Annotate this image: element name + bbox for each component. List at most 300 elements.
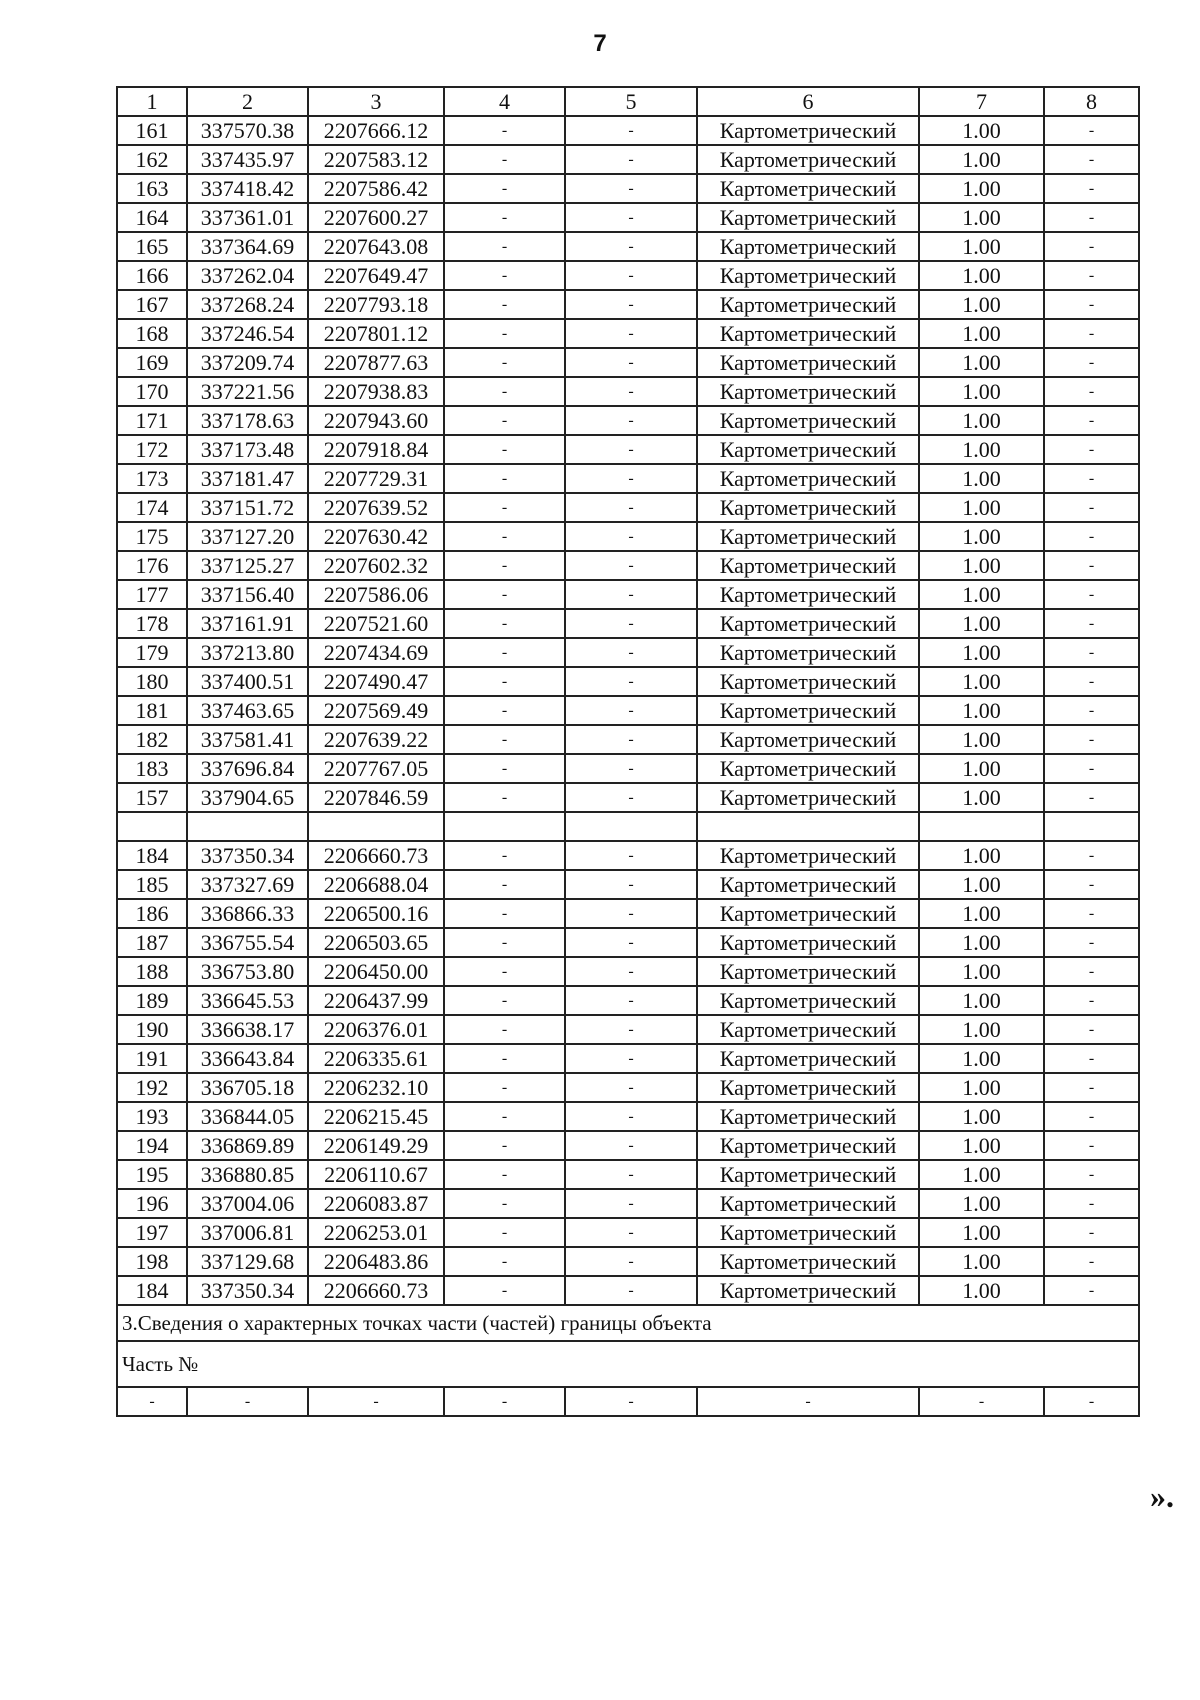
table-cell: 337268.24 <box>187 290 308 319</box>
table-cell: - <box>1044 145 1139 174</box>
table-row <box>117 1247 1139 1276</box>
table-cell: - <box>565 174 697 203</box>
table-cell: Картометрический <box>697 232 919 261</box>
table-row <box>117 725 1139 754</box>
table-cell: 337156.40 <box>187 580 308 609</box>
table-cell: 337418.42 <box>187 174 308 203</box>
table-cell: 1.00 <box>919 551 1044 580</box>
table-cell: 1.00 <box>919 435 1044 464</box>
table-cell: 192 <box>117 1073 187 1102</box>
table-cell: - <box>565 957 697 986</box>
table-cell: 1.00 <box>919 493 1044 522</box>
table-cell: 2207938.83 <box>308 377 444 406</box>
table-cell: 337400.51 <box>187 667 308 696</box>
table-cell: 2207639.22 <box>308 725 444 754</box>
table-cell: 2207729.31 <box>308 464 444 493</box>
table-cell: - <box>444 1189 565 1218</box>
table-cell: - <box>444 841 565 870</box>
table-cell: 1.00 <box>919 290 1044 319</box>
table-cell: 188 <box>117 957 187 986</box>
table-cell: - <box>565 841 697 870</box>
table-cell: 1.00 <box>919 957 1044 986</box>
table-cell: 1.00 <box>919 261 1044 290</box>
table-row <box>117 754 1139 783</box>
table-row <box>117 667 1139 696</box>
table-cell: 177 <box>117 580 187 609</box>
table-cell: 1.00 <box>919 522 1044 551</box>
table-cell: 198 <box>117 1247 187 1276</box>
table-cell: 191 <box>117 1044 187 1073</box>
closing-quote: ». <box>1150 1478 1174 1514</box>
table-cell: - <box>565 783 697 812</box>
table-cell: 1.00 <box>919 406 1044 435</box>
table-cell: - <box>565 1044 697 1073</box>
blank-cell <box>444 812 565 841</box>
table-cell: - <box>187 1387 308 1416</box>
table-cell: Картометрический <box>697 870 919 899</box>
table-cell: - <box>1044 290 1139 319</box>
table-cell: Картометрический <box>697 551 919 580</box>
table-cell: Картометрический <box>697 1131 919 1160</box>
table-cell: - <box>1044 986 1139 1015</box>
table-cell: - <box>1044 783 1139 812</box>
table-row <box>117 232 1139 261</box>
table-row <box>117 899 1139 928</box>
table-cell: 337364.69 <box>187 232 308 261</box>
table-cell: 337581.41 <box>187 725 308 754</box>
blank-cell <box>565 812 697 841</box>
table-cell: 337361.01 <box>187 203 308 232</box>
table-cell: - <box>1044 1218 1139 1247</box>
table-cell: 337350.34 <box>187 1276 308 1305</box>
table-cell: Картометрический <box>697 928 919 957</box>
table-cell: - <box>565 1247 697 1276</box>
table-cell: - <box>444 551 565 580</box>
table-cell: - <box>565 609 697 638</box>
table-cell: 337125.27 <box>187 551 308 580</box>
table-cell: - <box>919 1387 1044 1416</box>
table-cell: 166 <box>117 261 187 290</box>
table-row <box>117 290 1139 319</box>
table-cell: - <box>444 1218 565 1247</box>
table-cell: - <box>1044 899 1139 928</box>
table-cell: 1.00 <box>919 841 1044 870</box>
table-cell: 1.00 <box>919 464 1044 493</box>
header-cell: 8 <box>1044 87 1139 116</box>
table-cell: 337696.84 <box>187 754 308 783</box>
header-row <box>117 87 1139 116</box>
table-cell: - <box>444 1247 565 1276</box>
table-cell: - <box>444 1387 565 1416</box>
table-cell: 336645.53 <box>187 986 308 1015</box>
table-cell: 176 <box>117 551 187 580</box>
table-row <box>117 116 1139 145</box>
table-cell: 336844.05 <box>187 1102 308 1131</box>
table-cell: Картометрический <box>697 841 919 870</box>
table-cell: Картометрический <box>697 667 919 696</box>
table-cell: 2207434.69 <box>308 638 444 667</box>
table-row <box>117 609 1139 638</box>
table-cell: 162 <box>117 145 187 174</box>
table-cell: - <box>1044 377 1139 406</box>
table-cell: 157 <box>117 783 187 812</box>
table-cell: Картометрический <box>697 174 919 203</box>
blank-cell <box>308 812 444 841</box>
table-cell: - <box>444 1160 565 1189</box>
table-row <box>117 1276 1139 1305</box>
table-cell: 178 <box>117 609 187 638</box>
table-cell: 1.00 <box>919 1160 1044 1189</box>
table-cell: 194 <box>117 1131 187 1160</box>
table-cell: 1.00 <box>919 377 1044 406</box>
table-cell: 179 <box>117 638 187 667</box>
table-cell: 1.00 <box>919 725 1044 754</box>
table-cell: Картометрический <box>697 1015 919 1044</box>
table-cell: 2207639.52 <box>308 493 444 522</box>
table-cell: - <box>444 986 565 1015</box>
table-cell: - <box>1044 1387 1139 1416</box>
table-cell: 2207569.49 <box>308 696 444 725</box>
table-cell: Картометрический <box>697 522 919 551</box>
table-row <box>117 986 1139 1015</box>
table-cell: - <box>1044 203 1139 232</box>
table-cell: 181 <box>117 696 187 725</box>
table-cell: 2206149.29 <box>308 1131 444 1160</box>
table-cell: 337262.04 <box>187 261 308 290</box>
table-cell: 186 <box>117 899 187 928</box>
table-row <box>117 638 1139 667</box>
section-title-row <box>117 1305 1139 1341</box>
table-cell: - <box>565 116 697 145</box>
table-cell: - <box>565 870 697 899</box>
table-cell: - <box>1044 1015 1139 1044</box>
table-cell: - <box>444 1044 565 1073</box>
table-row <box>117 1160 1139 1189</box>
table-cell: 2207649.47 <box>308 261 444 290</box>
table-cell: - <box>565 522 697 551</box>
blank-separator <box>117 812 1139 841</box>
table-cell: - <box>444 667 565 696</box>
table-cell: Картометрический <box>697 290 919 319</box>
table-cell: 1.00 <box>919 319 1044 348</box>
table-cell: 2206660.73 <box>308 841 444 870</box>
table-row <box>117 493 1139 522</box>
table-cell: - <box>444 1015 565 1044</box>
table-cell: Картометрический <box>697 1073 919 1102</box>
table-cell: 2206335.61 <box>308 1044 444 1073</box>
table-cell: Картометрический <box>697 986 919 1015</box>
table-cell: - <box>1044 232 1139 261</box>
table-cell: - <box>1044 551 1139 580</box>
table-cell: 1.00 <box>919 348 1044 377</box>
table-cell: 170 <box>117 377 187 406</box>
table-row <box>117 1189 1139 1218</box>
table-cell: 1.00 <box>919 638 1044 667</box>
table-cell: - <box>565 1160 697 1189</box>
table-cell: - <box>565 464 697 493</box>
table-cell: 189 <box>117 986 187 1015</box>
table-cell: 1.00 <box>919 986 1044 1015</box>
table-cell: - <box>444 203 565 232</box>
table-cell: - <box>565 754 697 783</box>
table-cell: Картометрический <box>697 609 919 638</box>
table-cell: 336866.33 <box>187 899 308 928</box>
table-cell: 180 <box>117 667 187 696</box>
table-cell: 195 <box>117 1160 187 1189</box>
table-row <box>117 1131 1139 1160</box>
table-row <box>117 174 1139 203</box>
table-cell: 2207877.63 <box>308 348 444 377</box>
header-cell: 5 <box>565 87 697 116</box>
table-row <box>117 841 1139 870</box>
table-cell: - <box>1044 1189 1139 1218</box>
blank-cell <box>117 812 187 841</box>
table-cell: 2207586.06 <box>308 580 444 609</box>
table-cell: - <box>444 435 565 464</box>
table-cell: - <box>1044 580 1139 609</box>
table-cell: 2206110.67 <box>308 1160 444 1189</box>
table-row <box>117 1102 1139 1131</box>
table-cell: 336643.84 <box>187 1044 308 1073</box>
table-cell: 1.00 <box>919 1044 1044 1073</box>
table-cell: Картометрический <box>697 1189 919 1218</box>
table-cell: 337327.69 <box>187 870 308 899</box>
table-cell: - <box>1044 638 1139 667</box>
table-cell: - <box>444 406 565 435</box>
table-cell: 2206450.00 <box>308 957 444 986</box>
table-cell: - <box>1044 957 1139 986</box>
table-cell: - <box>444 261 565 290</box>
table-cell: 1.00 <box>919 1131 1044 1160</box>
table-cell: - <box>308 1387 444 1416</box>
page-number: 7 <box>593 30 607 57</box>
table-cell: Картометрический <box>697 406 919 435</box>
table-cell: Картометрический <box>697 1218 919 1247</box>
table-row <box>117 1015 1139 1044</box>
table-cell: - <box>1044 841 1139 870</box>
table-cell: - <box>444 319 565 348</box>
table-cell: - <box>565 1218 697 1247</box>
table-cell: 183 <box>117 754 187 783</box>
blank-cell <box>187 812 308 841</box>
table-cell: 1.00 <box>919 232 1044 261</box>
table-cell: - <box>444 232 565 261</box>
table-cell: - <box>1044 464 1139 493</box>
table-cell: - <box>1044 406 1139 435</box>
table-cell: - <box>444 783 565 812</box>
table-cell: 2207793.18 <box>308 290 444 319</box>
table-cell: - <box>565 986 697 1015</box>
table-cell: - <box>444 609 565 638</box>
table-cell: 336755.54 <box>187 928 308 957</box>
section-title: 3.Сведения о характерных точках части (частей) границы объекта <box>117 1305 1139 1341</box>
table-cell: 185 <box>117 870 187 899</box>
table-cell: Картометрический <box>697 638 919 667</box>
table-cell: 2206215.45 <box>308 1102 444 1131</box>
table-cell: 1.00 <box>919 696 1044 725</box>
table-cell: - <box>1044 1073 1139 1102</box>
table-cell: - <box>697 1387 919 1416</box>
table-cell: Картометрический <box>697 464 919 493</box>
table-cell: - <box>565 1189 697 1218</box>
table-cell: 1.00 <box>919 1218 1044 1247</box>
table-row <box>117 696 1139 725</box>
table-cell: Картометрический <box>697 145 919 174</box>
table-cell: - <box>1044 174 1139 203</box>
table-cell: - <box>565 1276 697 1305</box>
table-cell: 1.00 <box>919 174 1044 203</box>
table-row <box>117 1044 1139 1073</box>
table-cell: - <box>565 377 697 406</box>
table-cell: - <box>565 1131 697 1160</box>
table-cell: - <box>1044 116 1139 145</box>
table-cell: Картометрический <box>697 957 919 986</box>
table-cell: 2207666.12 <box>308 116 444 145</box>
table-cell: 1.00 <box>919 667 1044 696</box>
table-cell: 163 <box>117 174 187 203</box>
table-cell: Картометрический <box>697 754 919 783</box>
table-cell: - <box>1044 1160 1139 1189</box>
final-row <box>117 1387 1139 1416</box>
table-cell: - <box>1044 348 1139 377</box>
table-cell: - <box>1044 696 1139 725</box>
table-cell: 187 <box>117 928 187 957</box>
table-cell: 2207583.12 <box>308 145 444 174</box>
table-cell: Картометрический <box>697 1247 919 1276</box>
blank-cell <box>919 812 1044 841</box>
table-cell: 2206500.16 <box>308 899 444 928</box>
table-cell: 182 <box>117 725 187 754</box>
table-cell: - <box>1044 667 1139 696</box>
table-cell: 1.00 <box>919 870 1044 899</box>
table-cell: - <box>565 232 697 261</box>
table-cell: Картометрический <box>697 377 919 406</box>
table-cell: 336880.85 <box>187 1160 308 1189</box>
table-cell: - <box>444 493 565 522</box>
table-cell: - <box>565 1073 697 1102</box>
table-cell: - <box>1044 1276 1139 1305</box>
table-cell: Картометрический <box>697 493 919 522</box>
group2-rows <box>117 841 1139 1305</box>
table-cell: - <box>444 1102 565 1131</box>
table-cell: 337173.48 <box>187 435 308 464</box>
table-cell: - <box>565 1102 697 1131</box>
table-cell: - <box>444 348 565 377</box>
table-cell: 190 <box>117 1015 187 1044</box>
table-row <box>117 957 1139 986</box>
header-cell: 7 <box>919 87 1044 116</box>
table-cell: - <box>565 580 697 609</box>
table-cell: 184 <box>117 841 187 870</box>
table-cell: 337129.68 <box>187 1247 308 1276</box>
table-cell: - <box>565 348 697 377</box>
table-cell: - <box>117 1387 187 1416</box>
table-cell: 1.00 <box>919 1015 1044 1044</box>
table-cell: 2206253.01 <box>308 1218 444 1247</box>
table-cell: Картометрический <box>697 696 919 725</box>
table-cell: 197 <box>117 1218 187 1247</box>
table-row <box>117 435 1139 464</box>
table-cell: 336638.17 <box>187 1015 308 1044</box>
table-cell: 2207801.12 <box>308 319 444 348</box>
table-cell: - <box>565 319 697 348</box>
table-cell: 193 <box>117 1102 187 1131</box>
table-cell: 2206437.99 <box>308 986 444 1015</box>
table-row <box>117 1073 1139 1102</box>
table-cell: 2207600.27 <box>308 203 444 232</box>
header-cell: 4 <box>444 87 565 116</box>
table-cell: - <box>565 638 697 667</box>
header-cell: 2 <box>187 87 308 116</box>
table-cell: - <box>1044 1247 1139 1276</box>
part-label-row <box>117 1341 1139 1387</box>
table-cell: - <box>1044 522 1139 551</box>
table-cell: 1.00 <box>919 1102 1044 1131</box>
table-cell: - <box>565 145 697 174</box>
table-cell: Картометрический <box>697 1276 919 1305</box>
table-cell: 2207521.60 <box>308 609 444 638</box>
table-cell: - <box>1044 1044 1139 1073</box>
table-cell: 337904.65 <box>187 783 308 812</box>
table-cell: 337181.47 <box>187 464 308 493</box>
table-cell: - <box>565 261 697 290</box>
header-cell: 6 <box>697 87 919 116</box>
table-row <box>117 203 1139 232</box>
table-cell: Картометрический <box>697 348 919 377</box>
table-cell: - <box>444 377 565 406</box>
table-cell: - <box>565 1387 697 1416</box>
table-cell: 196 <box>117 1189 187 1218</box>
table-cell: 337463.65 <box>187 696 308 725</box>
table-cell: 2206503.65 <box>308 928 444 957</box>
table-cell: Картометрический <box>697 1044 919 1073</box>
table-cell: 2207630.42 <box>308 522 444 551</box>
table-cell: 337221.56 <box>187 377 308 406</box>
table-cell: 337435.97 <box>187 145 308 174</box>
table-cell: 337006.81 <box>187 1218 308 1247</box>
table-cell: - <box>565 435 697 464</box>
table-cell: 1.00 <box>919 1073 1044 1102</box>
table-cell: 1.00 <box>919 1276 1044 1305</box>
table-cell: 1.00 <box>919 609 1044 638</box>
table-cell: Картометрический <box>697 725 919 754</box>
table-row <box>117 348 1139 377</box>
table-cell: - <box>565 928 697 957</box>
table-cell: - <box>1044 261 1139 290</box>
table-cell: 174 <box>117 493 187 522</box>
table-cell: - <box>444 957 565 986</box>
table-cell: 337161.91 <box>187 609 308 638</box>
table-row <box>117 870 1139 899</box>
table-cell: 175 <box>117 522 187 551</box>
table-cell: 1.00 <box>919 754 1044 783</box>
table-cell: - <box>444 116 565 145</box>
table-cell: 337209.74 <box>187 348 308 377</box>
table-row <box>117 464 1139 493</box>
table-cell: - <box>444 725 565 754</box>
table-cell: Картометрический <box>697 435 919 464</box>
table-row <box>117 261 1139 290</box>
blank-cell <box>1044 812 1139 841</box>
table-cell: - <box>1044 1102 1139 1131</box>
table-cell: - <box>444 1131 565 1160</box>
table-row <box>117 1218 1139 1247</box>
table-cell: 167 <box>117 290 187 319</box>
table-cell: 337004.06 <box>187 1189 308 1218</box>
table-cell: 337213.80 <box>187 638 308 667</box>
table-cell: Картометрический <box>697 783 919 812</box>
table-cell: - <box>1044 609 1139 638</box>
